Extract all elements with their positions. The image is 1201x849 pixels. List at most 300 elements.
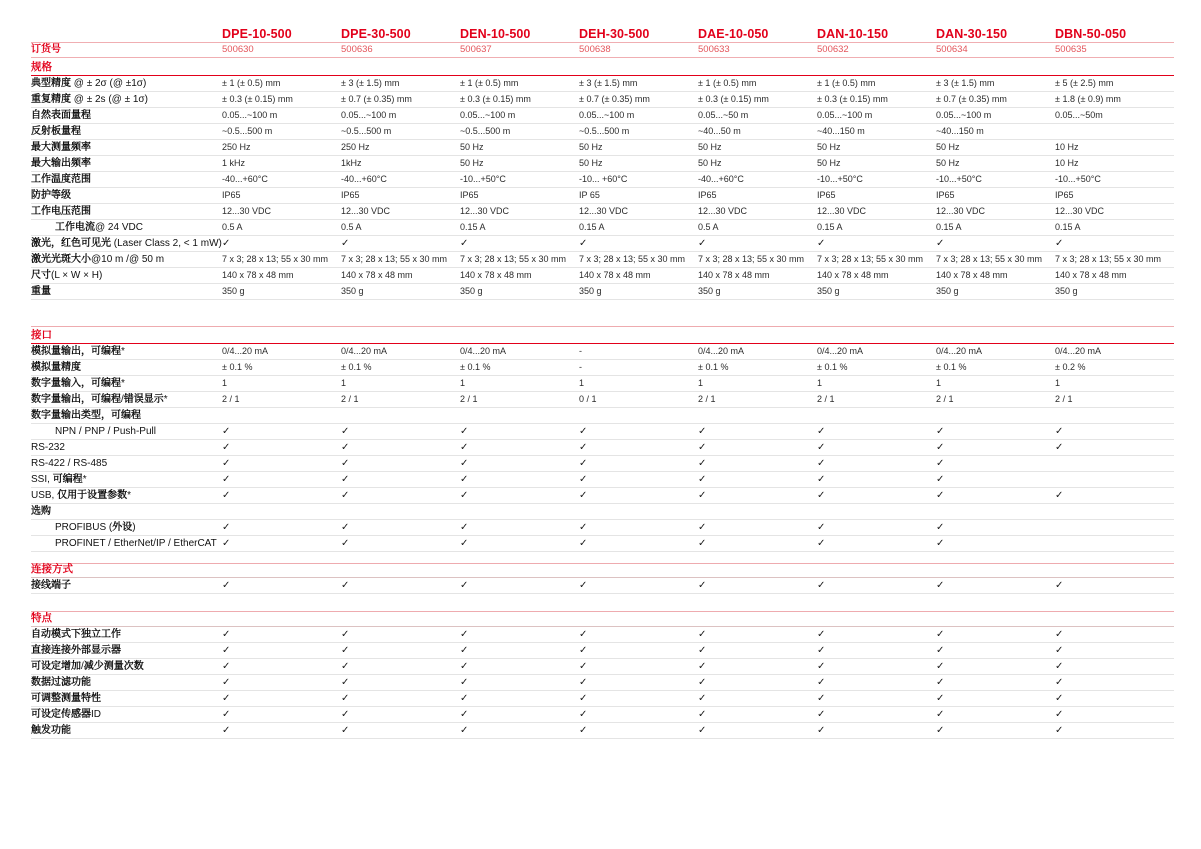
table-row (31, 675, 1174, 691)
check-icon: ✓ (341, 580, 350, 591)
table-row (31, 172, 1174, 188)
check-icon: ✓ (936, 580, 945, 591)
spec-value-cell: 1 (222, 378, 228, 388)
table-row (31, 204, 1174, 220)
check-icon: ✓ (698, 425, 707, 437)
row-label-text: * (121, 345, 125, 357)
row-label-text: 接线端子 (31, 580, 71, 591)
spec-value-cell: 12...30 VDC (698, 206, 748, 216)
section-gap (31, 300, 1174, 326)
row-label-text: 可设定传感器 (31, 708, 91, 720)
check-icon: ✓ (817, 580, 826, 591)
spec-value-cell: ± 3 (± 1.5) mm (936, 78, 995, 88)
row-label-text: 自然表面量程 (31, 109, 91, 121)
check-icon: ✓ (579, 425, 588, 437)
check-icon: ✓ (579, 521, 588, 533)
spec-value-cell: 2 / 1 (817, 394, 835, 404)
spec-value-cell: 140 x 78 x 48 mm (460, 270, 532, 280)
check-icon: ✓ (1055, 692, 1064, 704)
check-icon: ✓ (698, 724, 707, 736)
check-icon: ✓ (817, 724, 826, 736)
spec-value-cell: ± 3 (± 1.5) mm (341, 78, 400, 88)
spec-value-cell: IP65 (698, 190, 717, 200)
row-label-text: 数字量输出，可编程 (31, 393, 121, 405)
spec-value-cell: 250 Hz (222, 142, 251, 152)
spec-comparison-table (31, 27, 1174, 739)
spec-value-cell: ± 0.3 (± 0.15) mm (222, 94, 293, 104)
spec-value-cell: 140 x 78 x 48 mm (817, 270, 889, 280)
row-label (31, 254, 222, 265)
check-icon: ✓ (817, 237, 826, 249)
row-label (31, 725, 222, 736)
table-row (31, 108, 1174, 124)
check-icon: ✓ (460, 457, 469, 469)
check-icon: ✓ (1055, 580, 1064, 591)
row-label-text: PROFIBUS ( (55, 521, 113, 533)
section-title-row (31, 563, 1174, 579)
check-icon: ✓ (936, 425, 945, 437)
row-label (31, 378, 222, 389)
section-title-row (31, 58, 1174, 76)
table-row (31, 252, 1174, 268)
table-row (31, 124, 1174, 140)
check-icon: ✓ (222, 644, 231, 656)
row-label-text: * (82, 473, 87, 485)
check-icon: ✓ (222, 692, 231, 704)
spec-value-cell: 0.05...~100 m (817, 110, 873, 120)
row-label-text: 典型精度 (31, 77, 71, 89)
spec-value-cell: -10...+50°C (936, 174, 982, 184)
check-icon: ✓ (579, 644, 588, 656)
spec-value-cell: 0/4...20 mA (817, 346, 864, 356)
check-icon: ✓ (460, 473, 469, 485)
row-label-text: 模拟量输出，可编程 (31, 345, 121, 357)
check-icon: ✓ (460, 537, 469, 549)
spec-value-cell: IP65 (341, 190, 360, 200)
spec-value-cell: 0.15 A (817, 222, 843, 232)
spec-value-cell: 7 x 3; 28 x 13; 55 x 30 mm (817, 254, 924, 264)
spec-value-cell: ± 1 (± 0.5) mm (817, 78, 876, 88)
spec-value-cell: 12...30 VDC (341, 206, 391, 216)
spec-value-cell: 350 g (579, 286, 602, 296)
row-label-text: 可编程 (52, 473, 83, 485)
check-icon: ✓ (1055, 489, 1064, 501)
check-icon: ✓ (1055, 676, 1064, 688)
check-icon: ✓ (341, 473, 350, 485)
check-icon: ✓ (1055, 441, 1064, 453)
check-icon: ✓ (817, 457, 826, 469)
spec-value-cell: 0/4...20 mA (460, 346, 507, 356)
table-row (31, 220, 1174, 236)
check-icon: ✓ (341, 425, 350, 437)
table-row (31, 156, 1174, 172)
spec-value-cell: 10 Hz (1055, 142, 1079, 152)
row-label-text: 防护等级 (31, 189, 71, 201)
row-label (31, 709, 222, 720)
row-label-text: * (121, 377, 125, 389)
check-icon: ✓ (460, 724, 469, 736)
check-icon: ✓ (817, 708, 826, 720)
row-label-text: 重量 (31, 285, 51, 297)
row-label-text: * (163, 393, 168, 405)
spec-value-cell: 12...30 VDC (579, 206, 629, 216)
row-label-text: 尺寸 (31, 269, 51, 281)
spec-value-cell: ± 1 (± 0.5) mm (460, 78, 519, 88)
table-row (31, 578, 1174, 594)
row-label-text: 外设 (112, 521, 133, 533)
check-icon: ✓ (817, 692, 826, 704)
row-label (31, 362, 222, 373)
spec-value-cell: 1 (579, 378, 585, 388)
check-icon: ✓ (698, 692, 707, 704)
check-icon: ✓ (936, 521, 945, 533)
table-row (31, 236, 1174, 252)
spec-value-cell: 0.05...~100 m (222, 110, 278, 120)
spec-value-cell: 50 Hz (698, 158, 722, 168)
check-icon: ✓ (341, 537, 350, 549)
row-label-text: 重复精度 (31, 93, 71, 105)
check-icon: ✓ (579, 692, 588, 704)
spec-value-cell: -40...+60°C (222, 174, 268, 184)
row-label-text: RS-232 (31, 441, 65, 453)
check-icon: ✓ (817, 628, 826, 640)
row-label (31, 158, 222, 169)
check-icon: ✓ (341, 708, 350, 720)
spec-value-cell: ± 0.1 % (936, 362, 967, 372)
row-label (31, 206, 222, 217)
check-icon: ✓ (222, 237, 231, 249)
spec-value-cell: 50 Hz (460, 158, 484, 168)
spec-value-cell: 1 (817, 378, 823, 388)
row-label-text: 减少测量次数 (83, 660, 144, 672)
row-label-text: @ ± 2s (@ ± 1σ) (71, 93, 148, 105)
spec-value-cell: ± 3 (± 1.5) mm (579, 78, 638, 88)
row-label-text: @ 24 VDC (95, 221, 143, 233)
spec-value-cell: ~40...150 m (936, 126, 984, 136)
order-number-label: 订货号 (31, 44, 61, 56)
section-title: 特点 (31, 611, 52, 624)
spec-value-cell: 1 (936, 378, 942, 388)
spec-value-cell: 2 / 1 (1055, 394, 1073, 404)
spec-value-cell: 350 g (817, 286, 840, 296)
spec-value-cell: ~0.5...500 m (460, 126, 511, 136)
spec-value-cell: 2 / 1 (698, 394, 716, 404)
check-icon: ✓ (341, 441, 350, 453)
spec-value-cell: 0.05...~50 m (698, 110, 749, 120)
spec-value-cell: 7 x 3; 28 x 13; 55 x 30 mm (936, 254, 1043, 264)
check-icon: ✓ (1055, 628, 1064, 640)
check-icon: ✓ (222, 473, 231, 485)
table-row (31, 392, 1174, 408)
table-row (31, 691, 1174, 707)
check-icon: ✓ (222, 489, 231, 501)
spec-value-cell: ± 1.8 (± 0.9) mm (1055, 94, 1121, 104)
spec-value-cell: 1 (698, 378, 704, 388)
spec-value-cell: 1kHz (341, 158, 362, 168)
spec-value-cell: -40...+60°C (698, 174, 744, 184)
check-icon: ✓ (460, 489, 469, 501)
spec-value-cell: 12...30 VDC (222, 206, 272, 216)
spec-value-cell: 0.05...~100 m (341, 110, 397, 120)
check-icon: ✓ (1055, 425, 1064, 437)
check-icon: ✓ (341, 676, 350, 688)
check-icon: ✓ (579, 457, 588, 469)
check-icon: ✓ (579, 441, 588, 453)
row-label-text: ID (91, 708, 101, 720)
spec-value-cell: IP65 (817, 190, 836, 200)
spec-value-cell: 7 x 3; 28 x 13; 55 x 30 mm (460, 254, 567, 264)
row-label-text: 数字量输入，可编程 (31, 377, 121, 389)
table-row (31, 408, 1174, 424)
row-label (31, 346, 222, 357)
spec-value-cell: IP 65 (579, 190, 600, 200)
spec-value-cell: 50 Hz (817, 158, 841, 168)
spec-value-cell: 350 g (936, 286, 959, 296)
check-icon: ✓ (222, 441, 231, 453)
check-icon: ✓ (579, 580, 588, 591)
spec-value-cell: 1 (1055, 378, 1061, 388)
check-icon: ✓ (698, 489, 707, 501)
table-row (31, 376, 1174, 392)
check-icon: ✓ (341, 724, 350, 736)
section-title: 接口 (31, 328, 52, 341)
spec-value-cell: ± 0.3 (± 0.15) mm (698, 94, 769, 104)
row-label (31, 394, 222, 405)
check-icon: ✓ (698, 521, 707, 533)
section-title: 规格 (31, 60, 52, 73)
check-icon: ✓ (936, 473, 945, 485)
check-icon: ✓ (936, 708, 945, 720)
spec-value-cell: 50 Hz (460, 142, 484, 152)
spec-value-cell: ± 0.7 (± 0.35) mm (579, 94, 650, 104)
section-gap (31, 552, 1174, 563)
row-label (31, 190, 222, 201)
model-header-row (31, 27, 1174, 43)
spec-value-cell: 0.5 A (222, 222, 243, 232)
order-number: 500630 (222, 44, 254, 56)
row-label (31, 426, 222, 437)
spec-value-cell: 140 x 78 x 48 mm (341, 270, 413, 280)
row-label-text: 最大输出频率 (31, 157, 91, 169)
spec-value-cell: - (579, 362, 582, 372)
spec-value-cell: 350 g (222, 286, 245, 296)
row-label (31, 629, 222, 640)
spec-value-cell: IP65 (936, 190, 955, 200)
row-label (31, 142, 222, 153)
spec-value-cell: 50 Hz (936, 158, 960, 168)
check-icon: ✓ (698, 237, 707, 249)
check-icon: ✓ (817, 660, 826, 672)
spec-value-cell: 0.05...~50m (1055, 110, 1103, 120)
spec-value-cell: 10 Hz (1055, 158, 1079, 168)
spec-value-cell: -10...+50°C (460, 174, 506, 184)
table-row (31, 140, 1174, 156)
spec-value-cell: 0/4...20 mA (341, 346, 388, 356)
row-label-text: * (127, 489, 132, 501)
check-icon: ✓ (698, 457, 707, 469)
spec-value-cell: 7 x 3; 28 x 13; 55 x 30 mm (222, 254, 329, 264)
check-icon: ✓ (698, 708, 707, 720)
row-label (31, 410, 222, 421)
check-icon: ✓ (460, 580, 469, 591)
spec-value-cell: 350 g (698, 286, 721, 296)
spec-value-cell: 0.15 A (1055, 222, 1081, 232)
column-header-model: DAE-10-050 (698, 27, 769, 41)
spec-value-cell: ~0.5...500 m (222, 126, 273, 136)
check-icon: ✓ (1055, 724, 1064, 736)
row-label (31, 126, 222, 137)
row-label (31, 174, 222, 185)
column-header-model: DAN-10-150 (817, 27, 889, 41)
column-header-model: DPE-30-500 (341, 27, 411, 41)
spec-value-cell: 7 x 3; 28 x 13; 55 x 30 mm (698, 254, 805, 264)
row-label (31, 522, 222, 533)
row-label-text: 激光，红色可见光 (31, 237, 111, 249)
spec-value-cell: 0.15 A (936, 222, 962, 232)
column-header-model: DAN-30-150 (936, 27, 1008, 41)
row-label-text: PROFINET / EtherNet/IP / EtherCAT (55, 537, 217, 549)
order-number: 500637 (460, 44, 492, 56)
spec-value-cell: 50 Hz (817, 142, 841, 152)
spec-value-cell: 12...30 VDC (817, 206, 867, 216)
check-icon: ✓ (222, 708, 231, 720)
section-title-row (31, 611, 1174, 627)
row-label-text: 模拟量精度 (31, 361, 81, 373)
row-label (31, 645, 222, 656)
check-icon: ✓ (1055, 660, 1064, 672)
spec-value-cell: 2 / 1 (936, 394, 954, 404)
spec-value-cell: ~0.5...500 m (341, 126, 392, 136)
row-label (31, 661, 222, 672)
row-label (31, 580, 222, 591)
row-label-text: 激光光斑大小 (31, 253, 91, 265)
spec-value-cell: 1 (460, 378, 466, 388)
table-row (31, 520, 1174, 536)
spec-value-cell: ± 0.1 % (698, 362, 729, 372)
spec-value-cell: 0.05...~100 m (460, 110, 516, 120)
spec-value-cell: 1 (341, 378, 347, 388)
table-row (31, 456, 1174, 472)
row-label-text: (L × W × H) (51, 269, 103, 281)
spec-value-cell: ± 0.2 % (1055, 362, 1086, 372)
check-icon: ✓ (698, 644, 707, 656)
check-icon: ✓ (341, 237, 350, 249)
row-label-text: 仅用于设置参数 (57, 489, 128, 501)
spec-value-cell: 2 / 1 (341, 394, 359, 404)
spec-value-cell: 350 g (1055, 286, 1078, 296)
check-icon: ✓ (579, 537, 588, 549)
check-icon: ✓ (579, 676, 588, 688)
order-number: 500632 (817, 44, 849, 56)
check-icon: ✓ (341, 457, 350, 469)
row-label-text: NPN / PNP / Push-Pull (55, 425, 156, 437)
check-icon: ✓ (936, 660, 945, 672)
check-icon: ✓ (936, 237, 945, 249)
check-icon: ✓ (817, 473, 826, 485)
spec-value-cell: 0.05...~100 m (579, 110, 635, 120)
spec-value-cell: IP65 (222, 190, 241, 200)
check-icon: ✓ (936, 441, 945, 453)
row-label (31, 286, 222, 297)
spec-value-cell: 0.15 A (579, 222, 605, 232)
check-icon: ✓ (817, 644, 826, 656)
check-icon: ✓ (579, 724, 588, 736)
row-label-text: 直接连接外部显示器 (31, 644, 121, 656)
row-label-text: 工作电压范围 (31, 205, 91, 217)
check-icon: ✓ (222, 676, 231, 688)
spec-value-cell: 7 x 3; 28 x 13; 55 x 30 mm (341, 254, 448, 264)
row-label-text: / (81, 660, 84, 672)
check-icon: ✓ (817, 676, 826, 688)
check-icon: ✓ (698, 676, 707, 688)
check-icon: ✓ (579, 237, 588, 249)
check-icon: ✓ (936, 676, 945, 688)
spec-value-cell: 140 x 78 x 48 mm (936, 270, 1008, 280)
section-title-row (31, 326, 1174, 344)
spec-value-cell: 1 kHz (222, 158, 246, 168)
spec-value-cell: 0.05...~100 m (936, 110, 992, 120)
column-header-model: DEN-10-500 (460, 27, 531, 41)
row-label-text: 反射板量程 (31, 125, 81, 137)
row-label (31, 677, 222, 688)
spec-value-cell: 0.5 A (341, 222, 362, 232)
check-icon: ✓ (222, 521, 231, 533)
check-icon: ✓ (460, 708, 469, 720)
check-icon: ✓ (222, 580, 231, 591)
row-label (31, 238, 222, 249)
spec-value-cell: ± 0.1 % (460, 362, 491, 372)
spec-value-cell: 12...30 VDC (936, 206, 986, 216)
check-icon: ✓ (698, 628, 707, 640)
check-icon: ✓ (1055, 644, 1064, 656)
row-label (31, 270, 222, 281)
table-row (31, 643, 1174, 659)
table-row (31, 536, 1174, 552)
check-icon: ✓ (936, 537, 945, 549)
spec-value-cell: 140 x 78 x 48 mm (698, 270, 770, 280)
row-label (31, 693, 222, 704)
row-label (31, 78, 222, 89)
check-icon: ✓ (222, 425, 231, 437)
spec-value-cell: ~40...150 m (817, 126, 865, 136)
spec-value-cell: 7 x 3; 28 x 13; 55 x 30 mm (579, 254, 686, 264)
check-icon: ✓ (698, 537, 707, 549)
spec-value-cell: 140 x 78 x 48 mm (1055, 270, 1127, 280)
row-label (31, 110, 222, 121)
spec-value-cell: 12...30 VDC (460, 206, 510, 216)
check-icon: ✓ (460, 441, 469, 453)
row-label-text: SSI, (31, 473, 53, 485)
table-row (31, 472, 1174, 488)
check-icon: ✓ (222, 457, 231, 469)
check-icon: ✓ (1055, 237, 1064, 249)
check-icon: ✓ (460, 628, 469, 640)
spec-value-cell: 2 / 1 (460, 394, 478, 404)
table-row (31, 707, 1174, 723)
column-header-model: DPE-10-500 (222, 27, 292, 41)
spec-value-cell: 2 / 1 (222, 394, 240, 404)
spec-value-cell: 50 Hz (936, 142, 960, 152)
spec-value-cell: 0/4...20 mA (936, 346, 983, 356)
row-label (31, 474, 222, 485)
spec-value-cell: 0.5 A (698, 222, 719, 232)
section-gap (31, 594, 1174, 611)
check-icon: ✓ (341, 644, 350, 656)
table-row (31, 360, 1174, 376)
check-icon: ✓ (579, 660, 588, 672)
check-icon: ✓ (936, 457, 945, 469)
row-label-text: 错误显示 (123, 393, 164, 405)
